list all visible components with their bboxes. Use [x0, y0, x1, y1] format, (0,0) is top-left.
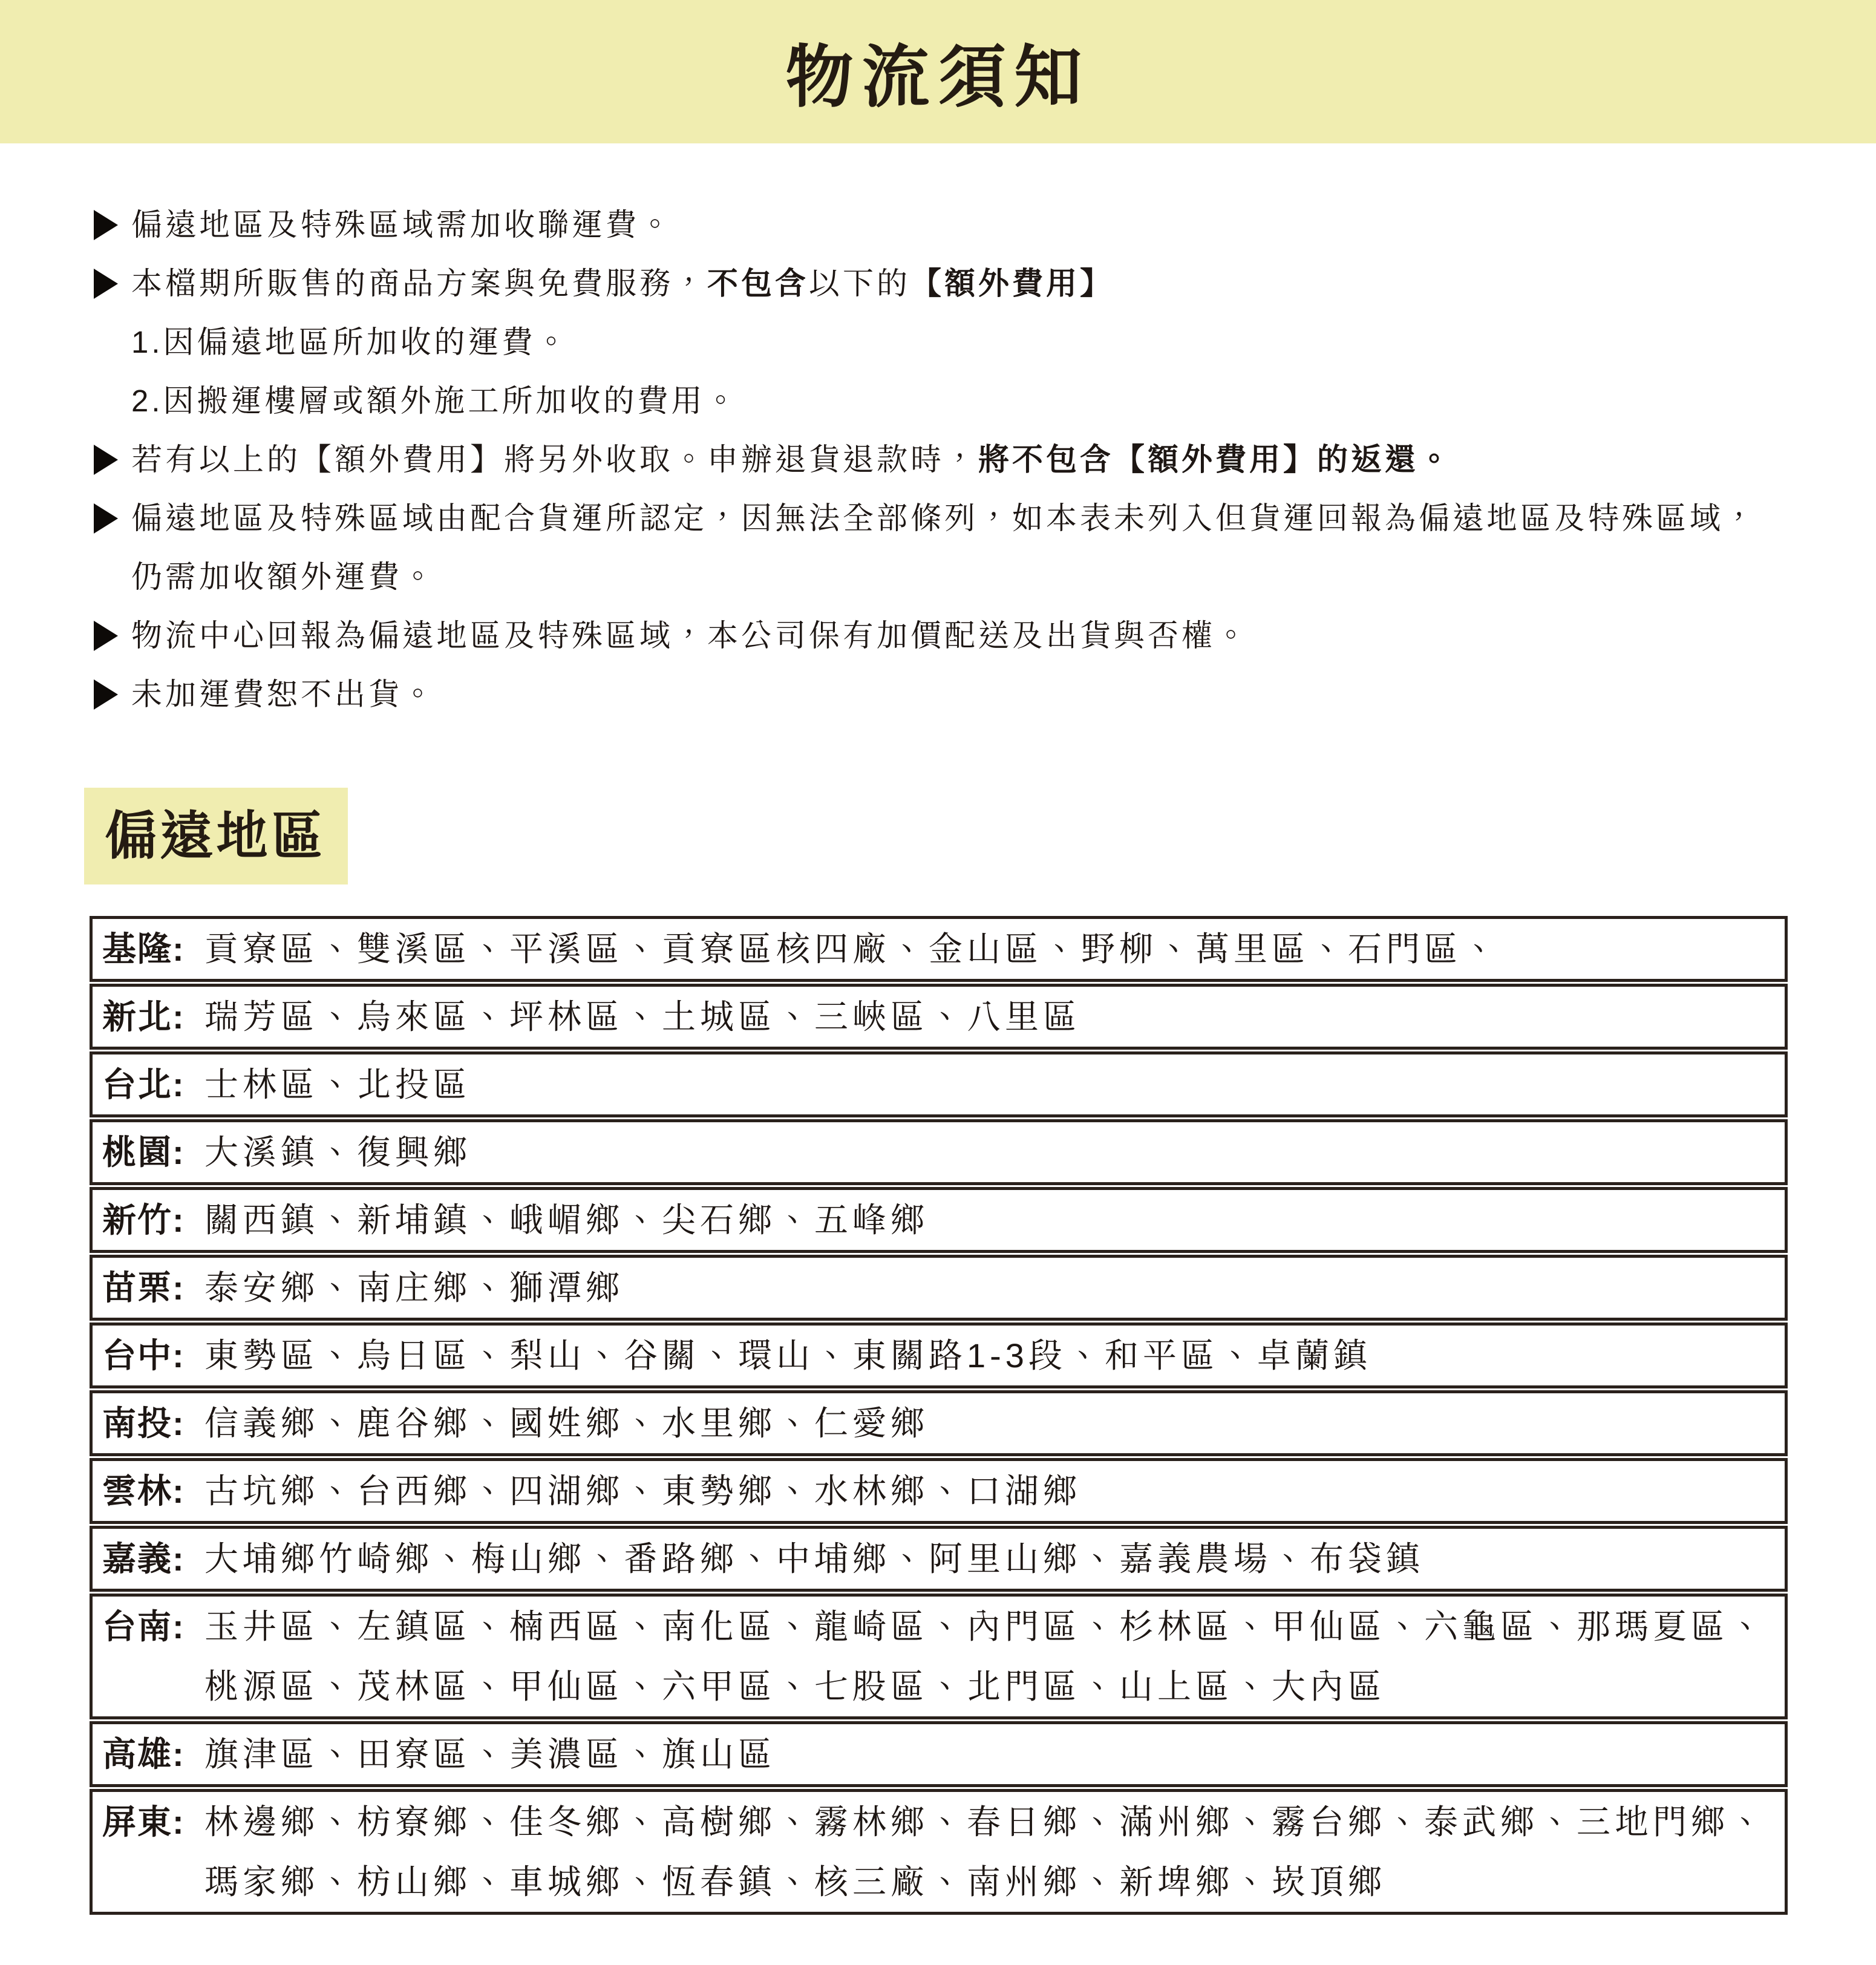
bullet-triangle-icon: [94, 269, 118, 299]
region-label: 雲林:: [102, 1472, 185, 1510]
notice-text: [131, 326, 570, 358]
area-line: 桃源區、茂林區、甲仙區、六甲區、七股區、北門區、山上區、大內區: [204, 1667, 1386, 1705]
region-label: 嘉義:: [102, 1540, 185, 1578]
region-label: 南投:: [102, 1404, 185, 1442]
notice-segment: 不包含: [707, 266, 809, 301]
area-line: 東勢區、烏日區、梨山、谷關、環山、東關路1-3段、和平區、卓蘭鎮: [204, 1336, 1371, 1375]
notice-item: [94, 678, 1876, 710]
remote-areas-heading: 偏遠地區: [84, 788, 348, 884]
table-row: [90, 1323, 1788, 1388]
notice-item: [94, 209, 1876, 241]
region-areas: [204, 1597, 1785, 1716]
notice-text: [131, 267, 1114, 299]
area-line: 大溪鎮、復興鄉: [204, 1133, 471, 1171]
region-label: 台中:: [102, 1336, 185, 1375]
notice-segment: 未加運費恕不出貨。: [131, 677, 437, 711]
area-line: 瑞芳區、烏來區、坪林區、土城區、三峽區、八里區: [204, 998, 1081, 1036]
region-label: 屏東:: [102, 1803, 185, 1841]
region-label: 台北:: [102, 1065, 185, 1103]
region-areas: [204, 1792, 1785, 1912]
table-row: [90, 1051, 1788, 1117]
region-areas: [204, 1190, 1785, 1250]
region-areas: [204, 1461, 1785, 1521]
notice-text: [131, 561, 436, 593]
area-line: 林邊鄉、枋寮鄉、佳冬鄉、高樹鄉、霧林鄉、春日鄉、滿州鄉、霧台鄉、泰武鄉、三地門鄉、: [204, 1803, 1767, 1841]
notice-segment: 將不包含【額外費用】的返還。: [978, 442, 1453, 477]
area-line: 大埔鄉竹崎鄉、梅山鄉、番路鄉、中埔鄉、阿里山鄉、嘉義農場、布袋鎮: [204, 1540, 1424, 1578]
area-line: 泰安鄉、南庄鄉、獅潭鄉: [204, 1269, 624, 1307]
notice-list: [0, 209, 1876, 710]
notice-text: [131, 443, 1453, 476]
region-label: 新竹:: [102, 1201, 185, 1239]
region-label: 苗栗:: [102, 1269, 185, 1307]
notice-item: [94, 267, 1876, 299]
area-line: 玉井區、左鎮區、楠西區、南化區、龍崎區、內門區、杉林區、甲仙區、六龜區、那瑪夏區、: [204, 1607, 1767, 1646]
notice-item: [94, 385, 1876, 417]
region-areas: [204, 1258, 1785, 1318]
table-row: [90, 1594, 1788, 1719]
region-label: 高雄:: [102, 1735, 185, 1773]
notice-text: [131, 620, 1249, 652]
table-row: [90, 984, 1788, 1050]
region-areas: [204, 987, 1785, 1047]
notice-item: [94, 502, 1876, 534]
bullet-triangle-icon: [94, 679, 118, 710]
table-row: [90, 1255, 1788, 1321]
region-areas: [204, 1122, 1785, 1182]
area-line: 關西鎮、新埔鎮、峨嵋鄉、尖石鄉、五峰鄉: [204, 1201, 929, 1239]
region-areas: [204, 1054, 1785, 1114]
bullet-triangle-icon: [94, 621, 118, 651]
region-areas: [204, 919, 1785, 979]
table-row: [90, 1390, 1788, 1456]
area-line: 貢寮區、雙溪區、平溪區、貢寮區核四廠、金山區、野柳、萬里區、石門區、: [204, 930, 1500, 968]
table-row: [90, 1721, 1788, 1787]
notice-text: [131, 502, 1757, 534]
notice-segment: 2.因搬運樓層或額外施工所加收的費用。: [131, 384, 739, 418]
notice-segment: 【額外費用】: [910, 266, 1114, 301]
notice-text: [131, 678, 436, 710]
notice-segment: 偏遠地區及特殊區域需加收聯運費。: [131, 208, 674, 242]
notice-segment: 仍需加收額外運費。: [131, 560, 437, 594]
notice-text: [131, 385, 739, 417]
area-line: 古坑鄉、台西鄉、四湖鄉、東勢鄉、水林鄉、口湖鄉: [204, 1472, 1081, 1510]
notice-text: [131, 209, 673, 241]
notice-segment: 以下的: [809, 266, 911, 301]
region-label: 台南:: [102, 1607, 185, 1646]
table-row: [90, 1789, 1788, 1915]
title-banner: [0, 0, 1876, 143]
region-areas: [204, 1326, 1785, 1385]
table-row: [90, 916, 1788, 982]
page-title: 物流須知: [785, 39, 1091, 115]
notice-item: [94, 443, 1876, 476]
table-row: [90, 1526, 1788, 1592]
bullet-triangle-icon: [94, 503, 118, 534]
notice-segment: 物流中心回報為偏遠地區及特殊區域，本公司保有加價配送及出貨與否權。: [131, 618, 1250, 653]
region-label: 桃園:: [102, 1133, 185, 1171]
bullet-triangle-icon: [94, 210, 118, 240]
notice-segment: 若有以上的【額外費用】將另外收取。申辦退貨退款時，: [131, 442, 979, 477]
remote-areas-table: [90, 916, 1788, 1915]
region-areas: [204, 1724, 1785, 1784]
region-areas: [204, 1393, 1785, 1453]
notice-segment: 偏遠地區及特殊區域由配合貨運所認定，因無法全部條列，如本表未列入但貨運回報為偏遠地區及特殊區域，: [131, 501, 1758, 535]
notice-item: [94, 620, 1876, 652]
notice-item: [94, 326, 1876, 358]
area-line: 瑪家鄉、枋山鄉、車城鄉、恆春鎮、核三廠、南州鄉、新埤鄉、崁頂鄉: [204, 1863, 1386, 1901]
region-label: 新北:: [102, 998, 185, 1036]
area-line: 士林區、北投區: [204, 1065, 471, 1103]
area-line: 信義鄉、鹿谷鄉、國姓鄉、水里鄉、仁愛鄉: [204, 1404, 929, 1442]
area-line: 旗津區、田寮區、美濃區、旗山區: [204, 1735, 776, 1773]
notice-item: [94, 561, 1876, 593]
region-areas: [204, 1529, 1785, 1589]
region-label: 基隆:: [102, 930, 185, 968]
notice-segment: 本檔期所販售的商品方案與免費服務，: [131, 266, 708, 301]
table-row: [90, 1119, 1788, 1185]
table-row: [90, 1458, 1788, 1524]
table-row: [90, 1187, 1788, 1253]
notice-segment: 1.因偏遠地區所加收的運費。: [131, 325, 570, 359]
bullet-triangle-icon: [94, 445, 118, 475]
